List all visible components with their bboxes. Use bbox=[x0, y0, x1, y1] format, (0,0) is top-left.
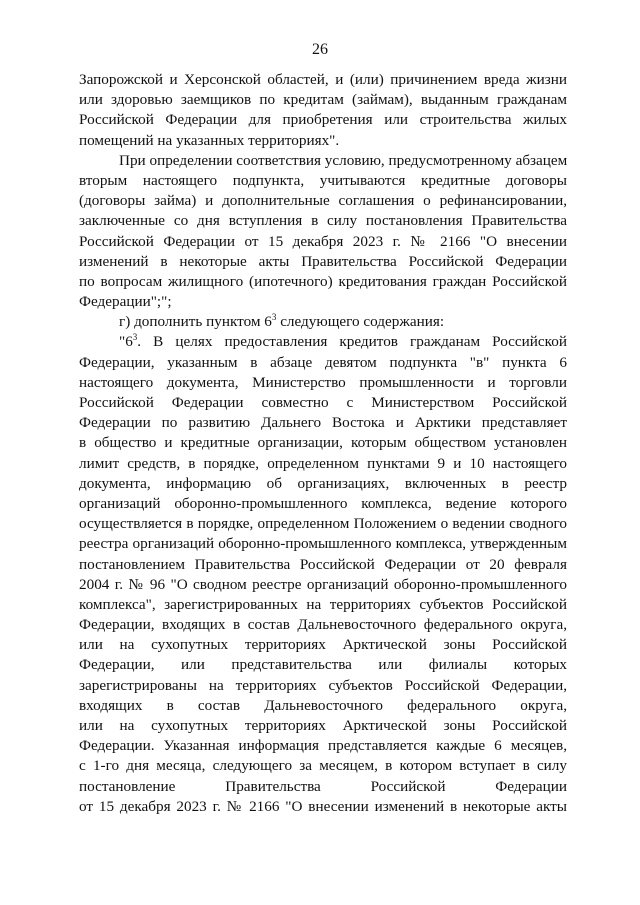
text-line: по вопросам жилищного (ипотечного) кредитования граждан Российской bbox=[79, 272, 567, 290]
text-line: входящих в состав Дальневосточного федерального округа, bbox=[79, 696, 567, 714]
document-body bbox=[79, 70, 567, 817]
text-line: 2004 г. № 96 "О сводном реестре организаций оборонно-промышленного bbox=[79, 575, 567, 593]
text-line: изменений в некоторые акты Правительства Российской Федерации bbox=[79, 252, 567, 270]
text-line: вторым настоящего подпункта, учитываются кредитные договоры bbox=[79, 171, 567, 189]
superscript: 3 bbox=[132, 332, 138, 343]
text-line: Федерации";"; bbox=[79, 293, 172, 311]
text-line: Российской Федерации от 15 декабря 2023 г. № 2166 "О внесении bbox=[79, 232, 567, 250]
text-line: или на сухопутных территориях Арктической зоны Российской bbox=[79, 717, 567, 734]
text-line: Российской Федерации для приобретения или строительства жилых bbox=[79, 111, 567, 129]
text-line: осуществляется в порядке, определенном Положением о ведении сводного bbox=[79, 515, 567, 533]
text-fragment: . В целях предоставления кредитов гражданам Российской bbox=[137, 333, 567, 351]
text-line: настоящего документа, Министерство промышленности и торговли bbox=[79, 373, 567, 391]
text-line: постановление Правительства Российской Федерации bbox=[79, 777, 567, 795]
text-line: Федерации. Указанная информация представляется каждые 6 месяцев, bbox=[79, 737, 567, 755]
text-line: зарегистрированы на территориях субъектов Российской Федерации, bbox=[79, 676, 567, 694]
text-line: в общество и кредитные организации, которым обществом установлен bbox=[79, 434, 567, 452]
text-line: Федерации по развитию Дальнего Востока и Арктики представляет bbox=[79, 414, 567, 432]
text-fragment: следующего содержания: bbox=[276, 313, 445, 331]
text-line: заключенные со дня вступления в силу постановления Правительства bbox=[79, 212, 567, 230]
text-line: лимит средств, в порядке, определенном пунктами 9 и 10 настоящего bbox=[79, 454, 567, 472]
text-line: от 15 декабря 2023 г. № 2166 "О внесении изменений в некоторые акты bbox=[79, 797, 567, 815]
text-line bbox=[79, 312, 567, 332]
superscript: 3 bbox=[271, 312, 277, 323]
text-line bbox=[79, 332, 567, 352]
text-line: с 1-го дня месяца, следующего за месяцем, в котором вступает в силу bbox=[79, 757, 567, 775]
text-line: или на сухопутных территориях Арктической зоны Российской bbox=[79, 636, 567, 654]
text-line: При определении соответствия условию, предусмотренному абзацем bbox=[119, 151, 568, 169]
text-line: (договоры займа) и дополнительные соглашения о рефинансировании, bbox=[79, 192, 567, 210]
text-line: комплекса", зарегистрированных на территориях субъектов Российской bbox=[79, 595, 567, 613]
text-line: Федерации, или представительства или филиалы которых bbox=[79, 656, 567, 674]
text-line: документа, информацию об организациях, включенных в реестр bbox=[79, 474, 567, 492]
text-line: Российской Федерации совместно с Министерством Российской bbox=[79, 394, 567, 411]
text-line: Федерации, указанным в абзаце девятом подпункта "в" пункта 6 bbox=[79, 353, 567, 371]
text-line: помещений на указанных территориях". bbox=[79, 131, 340, 149]
text-line: или здоровью заемщиков по кредитам (займам), выданным гражданам bbox=[79, 91, 567, 109]
text-fragment: г) дополнить пунктом 6 bbox=[119, 313, 272, 331]
text-line: постановлением Правительства Российской Федерации от 20 февраля bbox=[79, 555, 567, 573]
text-fragment: "6 bbox=[119, 333, 133, 351]
text-line: реестра организаций оборонно-промышленного комплекса, утвержденным bbox=[79, 535, 567, 553]
text-line: организаций оборонно-промышленного комплекса, ведение которого bbox=[79, 494, 567, 512]
page-number: 26 bbox=[312, 41, 328, 58]
text-line: Запорожской и Херсонской областей, и (или) причинением вреда жизни bbox=[79, 71, 567, 88]
text-line: Федерации, входящих в состав Дальневосточного федерального округа, bbox=[79, 616, 567, 634]
